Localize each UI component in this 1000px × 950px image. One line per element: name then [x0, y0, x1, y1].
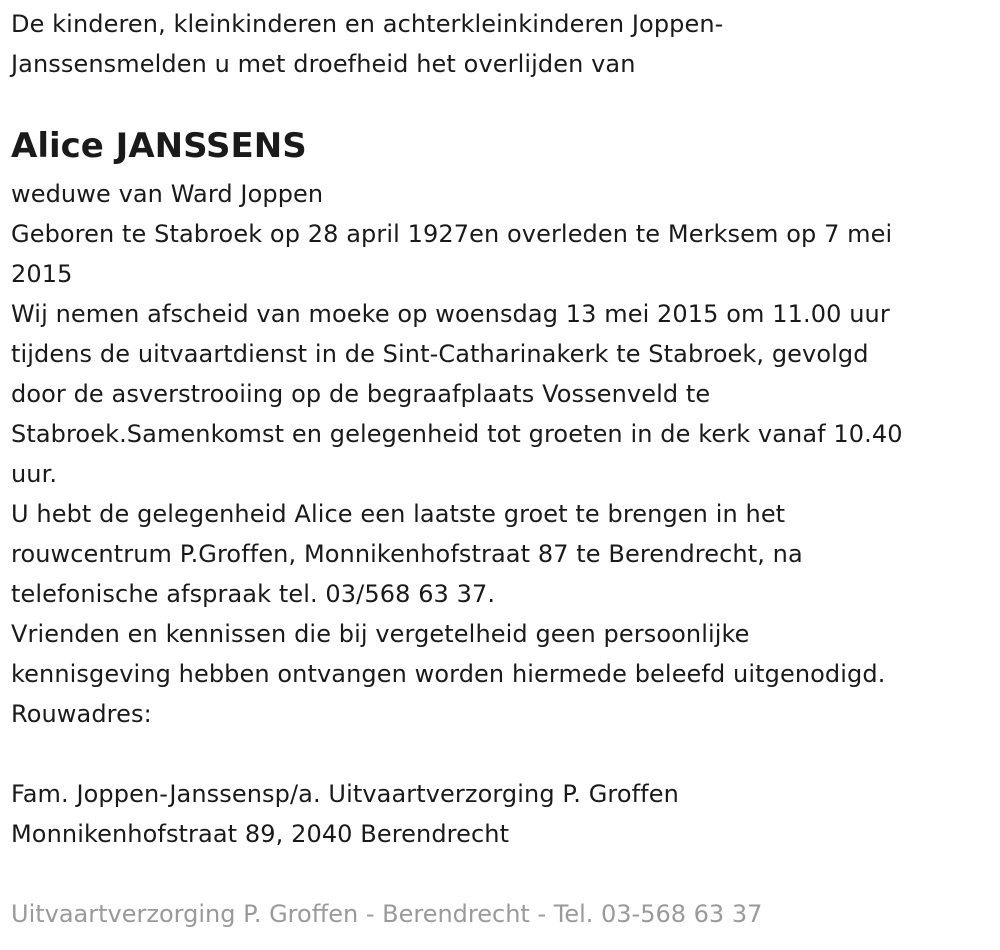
spacer: [11, 734, 996, 774]
body-line: Geboren te Stabroek op 28 april 1927en overleden te Merksem op 7 mei: [11, 220, 893, 248]
body-line: tijdens de uitvaartdienst in de Sint-Catharinakerk te Stabroek, gevolgd: [11, 340, 869, 368]
body-line: Stabroek.Samenkomst en gelegenheid tot groeten in de kerk vanaf 10.40: [11, 420, 903, 448]
body-line: kennisgeving hebben ontvangen worden hiermede beleefd uitgenodigd.: [11, 660, 886, 688]
funeral-home-footer: Uitvaartverzorging P. Groffen - Berendrecht - Tel. 03-568 63 37: [11, 900, 763, 928]
body-line: U hebt de gelegenheid Alice een laatste groet te brengen in het: [11, 500, 786, 528]
intro-line: De kinderen, kleinkinderen en achterkleinkinderen Joppen-: [11, 10, 724, 38]
body-line: 2015: [11, 260, 73, 288]
body-line: rouwcentrum P.Groffen, Monnikenhofstraat 87 te Berendrecht, na: [11, 540, 803, 568]
obituary-notice: [11, 4, 996, 854]
mourning-address: [11, 774, 996, 854]
body-line: weduwe van Ward Joppen: [11, 180, 324, 208]
body-line: Wij nemen afscheid van moeke op woensdag 13 mei 2015 om 11.00 uur: [11, 300, 890, 328]
intro-line: Janssensmelden u met droefheid het overlijden van: [11, 50, 636, 78]
body-line: door de asverstrooiing op de begraafplaats Vossenveld te: [11, 380, 711, 408]
body-line: Vrienden en kennissen die bij vergetelheid geen persoonlijke: [11, 620, 750, 648]
body-line: uur.: [11, 460, 58, 488]
body-line: Rouwadres:: [11, 700, 152, 728]
address-line: Fam. Joppen-Janssensp/a. Uitvaartverzorging P. Groffen: [11, 780, 679, 808]
deceased-name: Alice JANSSENS: [11, 126, 307, 166]
notice-body: [11, 174, 996, 734]
intro-block: [11, 4, 996, 84]
body-line: telefonische afspraak tel. 03/568 63 37.: [11, 580, 496, 608]
address-line: Monnikenhofstraat 89, 2040 Berendrecht: [11, 820, 510, 848]
